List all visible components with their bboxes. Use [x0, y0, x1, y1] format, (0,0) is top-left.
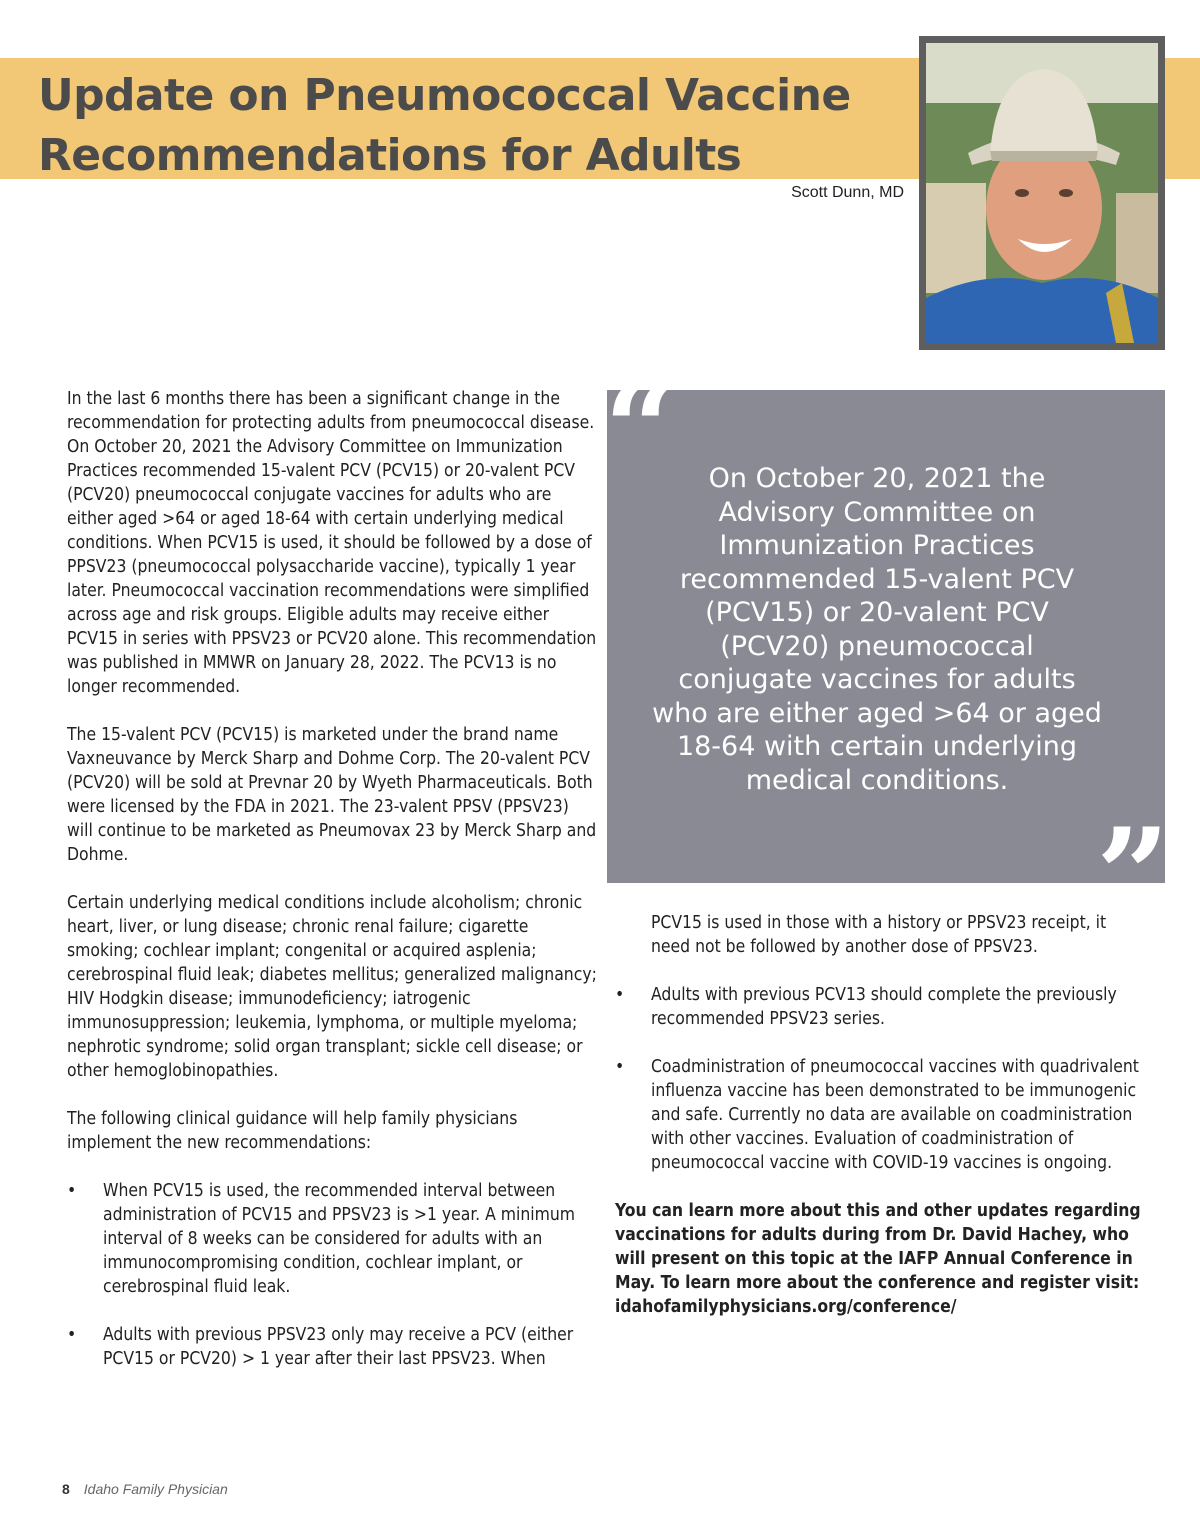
list-item: • Adults with previous PCV13 should complete the previously recommended PPSV23 series.: [615, 985, 1117, 1029]
author-photo: [919, 36, 1165, 350]
list-item: • When PCV15 is used, the recommended interval between administration of PCV15 and PPSV23 is >1 year. A minimum interval of 8 weeks can be considered for adults with an immunocompromising condition, cochlear implant, or cerebrospinal fluid leak.: [67, 1181, 576, 1297]
list-item-continuation: PCV15 is used in those with a history or PPSV23 receipt, it need not be followed by another dose of PPSV23.: [651, 913, 1107, 957]
left-column: [67, 387, 597, 1395]
bullet-icon: •: [67, 1181, 77, 1201]
list-item: • Adults with previous PPSV23 only may receive a PCV (either PCV15 or PCV20) > 1 year after their last PPSV23. When: [67, 1325, 574, 1369]
right-column: [615, 911, 1145, 1343]
conference-note: You can learn more about this and other updates regarding vaccinations for adults during from Dr. David Hachey, who will present on this topic at the IAFP Annual Conference in May. To learn more about the conference and register visit: idahofamilyphysicians.org/conference/: [615, 1201, 1141, 1317]
bullet-icon: •: [67, 1325, 77, 1345]
list-item: • Coadministration of pneumococcal vaccines with quadrivalent influenza vaccine has been demonstrated to be immunogenic and safe. Currently no data are available on coadministration with other vaccines. Evaluation of coadministration of pneumococcal vaccine with COVID-19 vaccines is ongoing.: [615, 1057, 1139, 1173]
close-quote-icon: ”: [1096, 801, 1170, 951]
publication-name: Idaho Family Physician: [83, 1481, 228, 1497]
body-paragraph-1: In the last 6 months there has been a significant change in the recommendation for protecting adults from pneumococcal disease. On October 20, 2021 the Advisory Committee on Immunization Practices recommended 15-valent PCV (PCV15) or 20-valent PCV (PCV20) pneumococcal conjugate vaccines for adults who are either aged >64 or aged 18-64 with certain underlying medical conditions. When PCV15 is used, it should be followed by a dose of PPSV23 (pneumococcal polysaccharide vaccine), typically 1 year later. Pneumococcal vaccination recommendations were simplified across age and risk groups. Eligible adults may receive either PCV15 in series with PPSV23 or PCV20 alone. This recommendation was published in MMWR on January 28, 2022. The PCV13 is no longer recommended.: [67, 389, 597, 697]
body-paragraph-4: The following clinical guidance will help family physicians implement the new recommendations:: [67, 1109, 518, 1153]
bullet-icon: •: [615, 985, 625, 1005]
guidance-list-continued: [615, 983, 1145, 1175]
pull-quote-text: On October 20, 2021 the Advisory Committee on Immunization Practices recommended 15-valent PCV (PCV15) or 20-valent PCV (PCV20) pneumococcal conjugate vaccines for adults who are either aged >64 or aged 18-64 with certain underlying medical conditions.: [652, 463, 1102, 796]
page-footer: [62, 1481, 228, 1497]
portrait-photo-icon: [926, 43, 1158, 343]
open-quote-icon: “: [604, 355, 678, 505]
pull-quote: [607, 390, 1165, 883]
page-number: 8: [62, 1481, 70, 1497]
article-title: Update on Pneumococcal Vaccine Recommendations for Adults: [38, 70, 851, 181]
guidance-list: [67, 1179, 597, 1371]
body-paragraph-3: Certain underlying medical conditions include alcoholism; chronic heart, liver, or lung disease; chronic renal failure; cigarette smoking; cochlear implant; congenital or acquired asplenia; cerebrospinal fluid leak; diabetes mellitus; generalized malignancy; HIV Hodgkin disease; immunodeficiency; iatrogenic immunosuppression; leukemia, lymphoma, or multiple myeloma; nephrotic syndrome; solid organ transplant; sickle cell disease; or other hemoglobinopathies.: [67, 893, 597, 1081]
body-paragraph-2: The 15-valent PCV (PCV15) is marketed under the brand name Vaxneuvance by Merck Sharp and Dohme Corp. The 20-valent PCV (PCV20) will be sold at Prevnar 20 by Wyeth Pharmaceuticals. Both were licensed by the FDA in 2021. The 23-valent PPSV (PPSV23) will continue to be marketed as Pneumovax 23 by Merck Sharp and Dohme.: [67, 725, 597, 865]
bullet-icon: •: [615, 1057, 625, 1077]
author-byline: Scott Dunn, MD: [791, 184, 904, 201]
